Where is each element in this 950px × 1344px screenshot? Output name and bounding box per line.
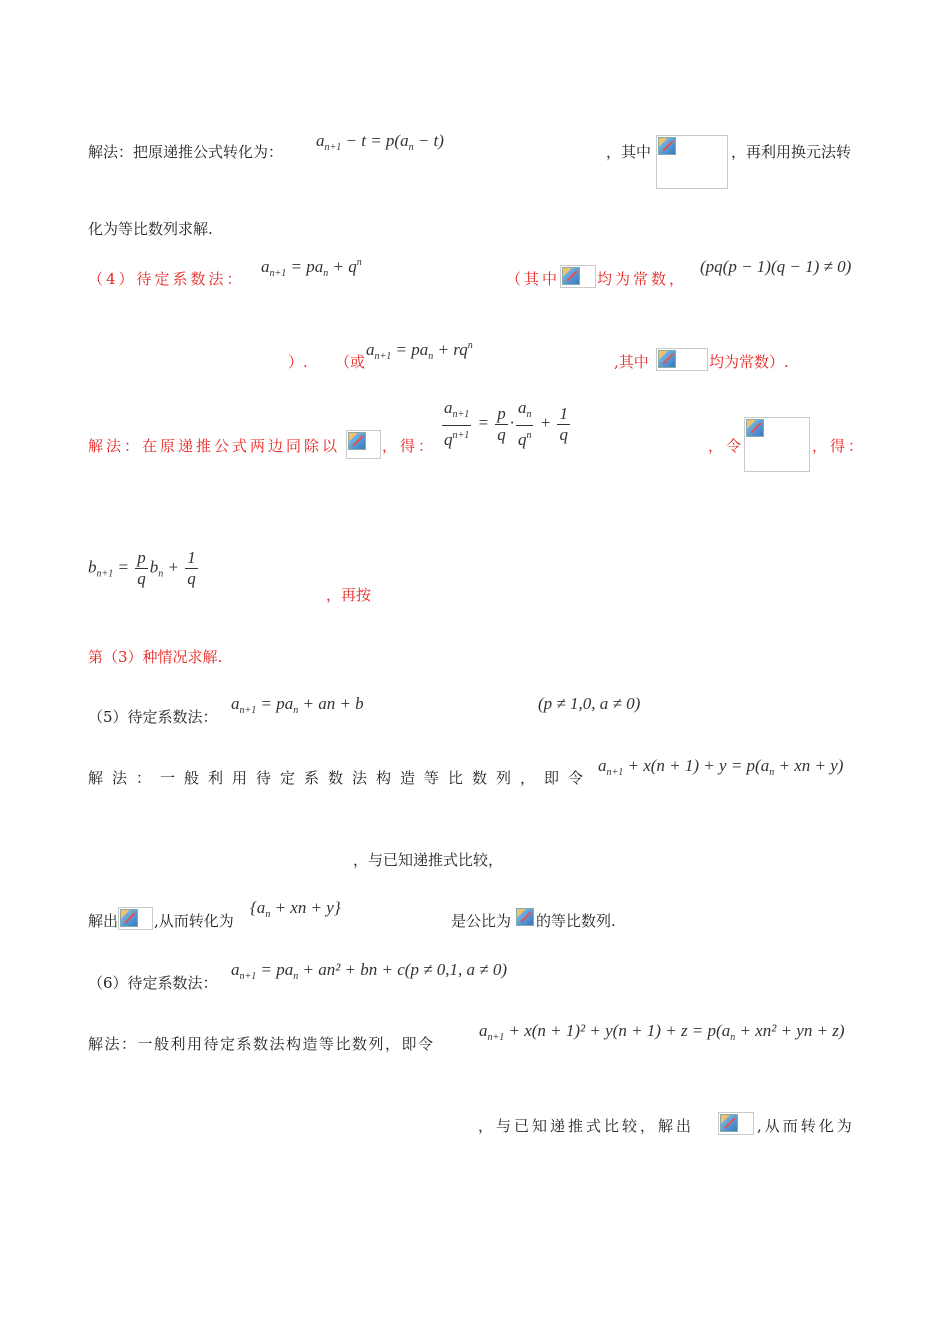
sol5c-set: {$a_n$ + xn + y} — [250, 898, 341, 920]
solution-line-2: 化为等比数列求解. — [88, 220, 213, 238]
solution-label: 解法：把原递推公式转化为： — [88, 143, 284, 161]
item4-condition: (pq(p − 1)(q − 1) ≠ 0) — [700, 257, 852, 276]
sol6-formula: $a_{n+1} + x(n + 1)^2 + y(n + 1) + z = p(a_n + xn^2$ + yn + z) — [479, 1021, 845, 1043]
item4b-or: （或 — [335, 353, 366, 371]
sol4-get: ，得： — [382, 437, 437, 455]
item4-note-post: 均为常数， — [597, 270, 688, 288]
item6-formula: $a_{n+1} = pa_n + an^2$ + bn + c(p ≠ 0,1, a ≠ 0) — [231, 960, 508, 982]
then-text: ，再按 — [326, 586, 372, 604]
image-placeholder-icon — [718, 1112, 754, 1135]
item4-formula: $a_{n+1} = pa_n + q^n$ — [261, 257, 362, 279]
case3-text: 第（3）种情况求解. — [88, 648, 223, 666]
item4b-formula: $a_{n+1} = pa_n + rq^n$ — [366, 340, 473, 362]
image-placeholder-icon — [560, 265, 596, 288]
sol4-formula: $\frac{a_{n+1}}{q^{n+1}}$ = $\frac{p}{q}$ · $\frac{a_n}{q^n}$ + $\frac{1}{q}$ — [444, 398, 568, 449]
sol6b-text: ，与已知递推式比较，解出 — [478, 1117, 695, 1135]
sol5c-post2: 的等比数列. — [536, 912, 616, 930]
sol5c-mid: ,从而转化为 — [154, 912, 234, 930]
sol5c-pre: 解出 — [88, 912, 119, 930]
solution-line-1 — [88, 141, 283, 162]
image-placeholder-icon — [656, 348, 708, 371]
image-placeholder-icon — [744, 417, 810, 472]
item4-label: （4）待定系数法： — [88, 270, 245, 288]
sol5c-post: 是公比为 — [451, 912, 512, 930]
image-placeholder-icon — [656, 135, 728, 189]
sol6-label: 解法：一般利用待定系数法构造等比数列，即令 — [88, 1035, 435, 1053]
b-recursion-formula: $b_{n+1}$ = $\frac{p}{q}$ $b_n$ + $\frac{1}{q}$ — [88, 548, 196, 588]
sol5b-text: ，与已知递推式比较， — [353, 851, 504, 869]
sol6b-tail: ,从而转化为 — [757, 1117, 855, 1135]
item4b-post: ,其中 — [614, 353, 649, 371]
sol4-get2: ，得： — [812, 437, 867, 455]
item5-label: （5）待定系数法： — [88, 708, 218, 726]
item6-label: （6）待定系数法： — [88, 974, 218, 992]
item4b-close: ）. — [288, 353, 308, 371]
where-text: ，其中 — [606, 143, 652, 161]
item5-formula: $a_{n+1} = pa_n$ + an + b — [231, 694, 364, 716]
sol5-formula: $a_{n+1} + x(n + 1) + y = p(a_n$ + xn + y) — [598, 756, 844, 778]
image-placeholder-icon — [346, 430, 381, 459]
item4-note-pre: （其中 — [506, 270, 561, 288]
sol5-label: 解法：一般利用待定系数法构造等比数列，即令 — [88, 769, 593, 787]
item4b-post2: 均为常数）. — [709, 353, 789, 371]
formula-1: $a_{n+1} - t = p(a_n - t)$ — [316, 131, 444, 153]
sol4-label: 解法：在原递推公式两边同除以 — [88, 437, 341, 455]
image-placeholder-icon — [118, 907, 153, 930]
sol4-let: ，令 — [708, 437, 745, 455]
tail-text-1: ，再利用换元法转 — [731, 143, 852, 161]
item5-condition: (p ≠ 1,0, a ≠ 0) — [538, 694, 641, 713]
image-placeholder-icon — [515, 907, 535, 928]
